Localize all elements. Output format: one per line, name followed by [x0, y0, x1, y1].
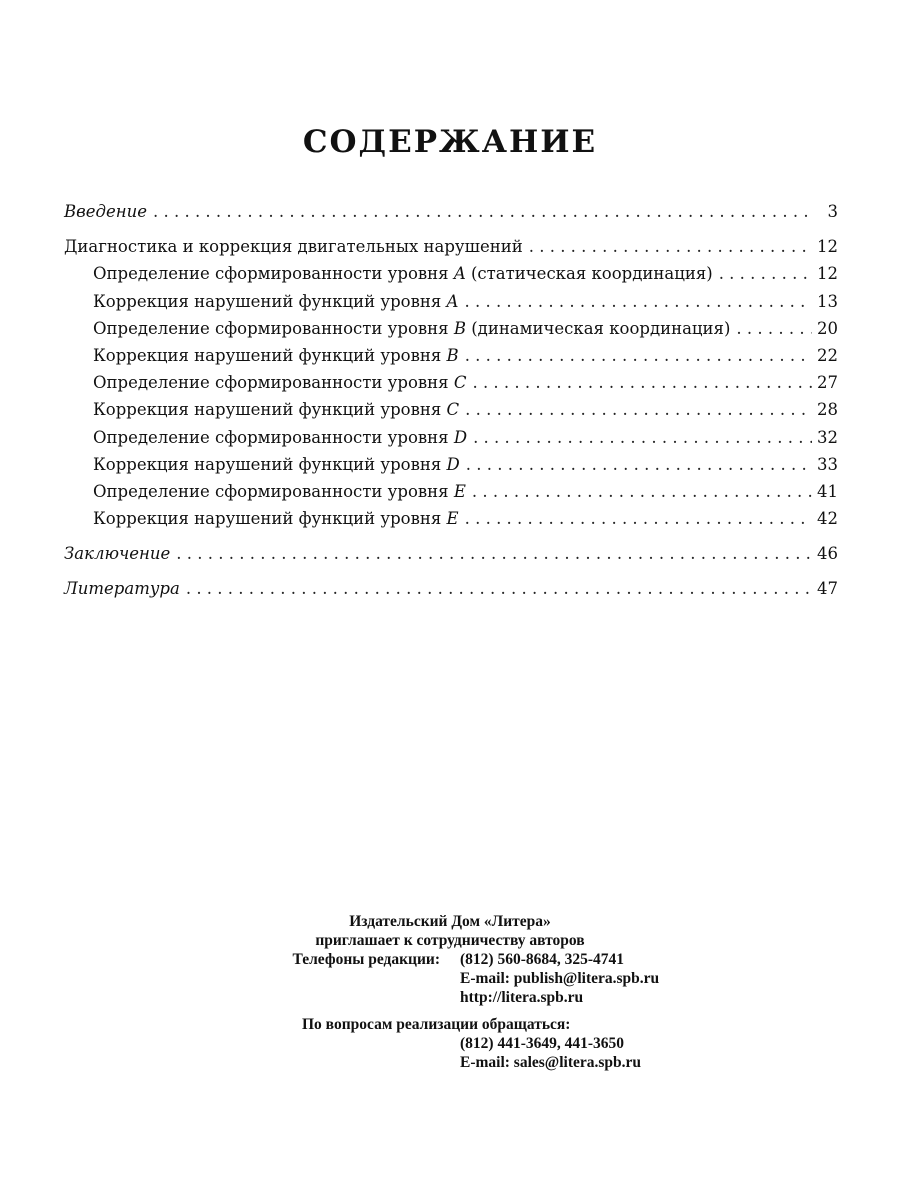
- page-title: СОДЕРЖАНИЕ: [302, 124, 598, 160]
- level-letter: E: [446, 509, 459, 529]
- table-of-contents: [64, 198, 838, 603]
- toc-leader-dots: [719, 260, 812, 287]
- toc-leader-dots: [176, 540, 812, 567]
- level-letter: B: [453, 318, 466, 338]
- toc-entry-label: Введение: [64, 202, 147, 221]
- toc-page-number: 22: [817, 345, 838, 365]
- toc-entry-label: Коррекция нарушений функций уровня E: [93, 509, 459, 529]
- toc-subentry[interactable]: [64, 315, 838, 342]
- toc-entry-label: Коррекция нарушений функций уровня B: [93, 345, 459, 365]
- toc-subentry[interactable]: [64, 424, 838, 451]
- toc-page-number: 41: [817, 481, 838, 501]
- level-letter: C: [453, 373, 467, 393]
- toc-subentry[interactable]: [64, 396, 838, 423]
- level-letter: C: [446, 400, 460, 420]
- toc-leader-dots: [186, 575, 812, 602]
- publisher-info: [0, 912, 900, 1072]
- toc-entry-label: Определение сформированности уровня D: [93, 427, 468, 447]
- sales-heading: По вопросам реализации обращаться:: [302, 1016, 571, 1033]
- toc-entry-conclusion[interactable]: [64, 540, 838, 567]
- toc-page-number: 27: [817, 373, 838, 393]
- toc-leader-dots: [465, 396, 812, 423]
- level-letter: D: [446, 454, 460, 474]
- toc-entry-label: Определение сформированности уровня E: [93, 481, 466, 501]
- toc-page-number: 28: [817, 400, 838, 420]
- publisher-invite: приглашает к сотрудничеству авторов: [315, 932, 585, 949]
- phones-value: (812) 560-8684, 325-4741: [460, 951, 625, 968]
- toc-page-number: 47: [817, 579, 838, 599]
- toc-leader-dots: [464, 288, 812, 315]
- toc-subentry[interactable]: [64, 505, 838, 532]
- toc-subentry[interactable]: [64, 369, 838, 396]
- level-letter: A: [453, 264, 466, 284]
- toc-subentry[interactable]: [64, 288, 838, 315]
- toc-page-number: 33: [817, 454, 838, 474]
- toc-page-number: 3: [827, 202, 838, 221]
- toc-entry-label: Литература: [64, 579, 180, 599]
- toc-leader-dots: [465, 505, 812, 532]
- toc-leader-dots: [472, 478, 812, 505]
- toc-page-number: 46: [817, 544, 838, 564]
- toc-subentry[interactable]: [64, 342, 838, 369]
- phones-label: Телефоны редакции:: [292, 951, 440, 968]
- toc-page-number: 12: [817, 237, 838, 257]
- toc-leader-dots: [466, 451, 812, 478]
- toc-page-number: 42: [817, 509, 838, 529]
- toc-subentry[interactable]: [64, 478, 838, 505]
- publisher-url[interactable]: http://litera.spb.ru: [460, 989, 584, 1006]
- toc-subentry[interactable]: [64, 260, 838, 287]
- toc-leader-dots: [465, 342, 812, 369]
- toc-entry-label: Коррекция нарушений функций уровня A: [93, 291, 459, 311]
- toc-leader-dots: [473, 424, 812, 451]
- toc-entry-intro[interactable]: [64, 198, 838, 225]
- toc-leader-dots: [153, 198, 812, 225]
- toc-entry-label: Коррекция нарушений функций уровня D: [93, 454, 460, 474]
- toc-leader-dots: [529, 233, 812, 260]
- toc-entry-label: Определение сформированности уровня B (динамическая координация): [93, 318, 731, 338]
- toc-entry-label: Диагностика и коррекция двигательных нарушений: [64, 237, 523, 257]
- toc-page-number: 32: [817, 427, 838, 447]
- toc-leader-dots: [472, 369, 812, 396]
- toc-page-number: 20: [817, 318, 838, 338]
- toc-subentry[interactable]: [64, 451, 838, 478]
- level-letter: D: [453, 427, 468, 447]
- sales-email[interactable]: E-mail: sales@litera.spb.ru: [460, 1054, 642, 1071]
- toc-entry-literature[interactable]: [64, 575, 838, 602]
- publisher-phones-row: [0, 950, 900, 969]
- level-letter: E: [453, 481, 466, 501]
- toc-entry-label: Определение сформированности уровня C: [93, 373, 467, 393]
- sales-phones: (812) 441-3649, 441-3650: [460, 1035, 625, 1052]
- toc-entry-label: Коррекция нарушений функций уровня C: [93, 400, 460, 420]
- toc-page-number: 12: [817, 264, 838, 284]
- publisher-email[interactable]: E-mail: publish@litera.spb.ru: [460, 970, 660, 987]
- toc-page-number: 13: [817, 291, 838, 311]
- publisher-name: Издательский Дом «Литера»: [349, 913, 551, 930]
- toc-entry-label: Определение сформированности уровня A (статическая координация): [93, 264, 713, 284]
- toc-entry-label: Заключение: [64, 544, 171, 564]
- level-letter: B: [446, 345, 459, 365]
- toc-entry-diagnostics[interactable]: [64, 233, 838, 260]
- level-letter: A: [446, 291, 459, 311]
- toc-leader-dots: [736, 315, 812, 342]
